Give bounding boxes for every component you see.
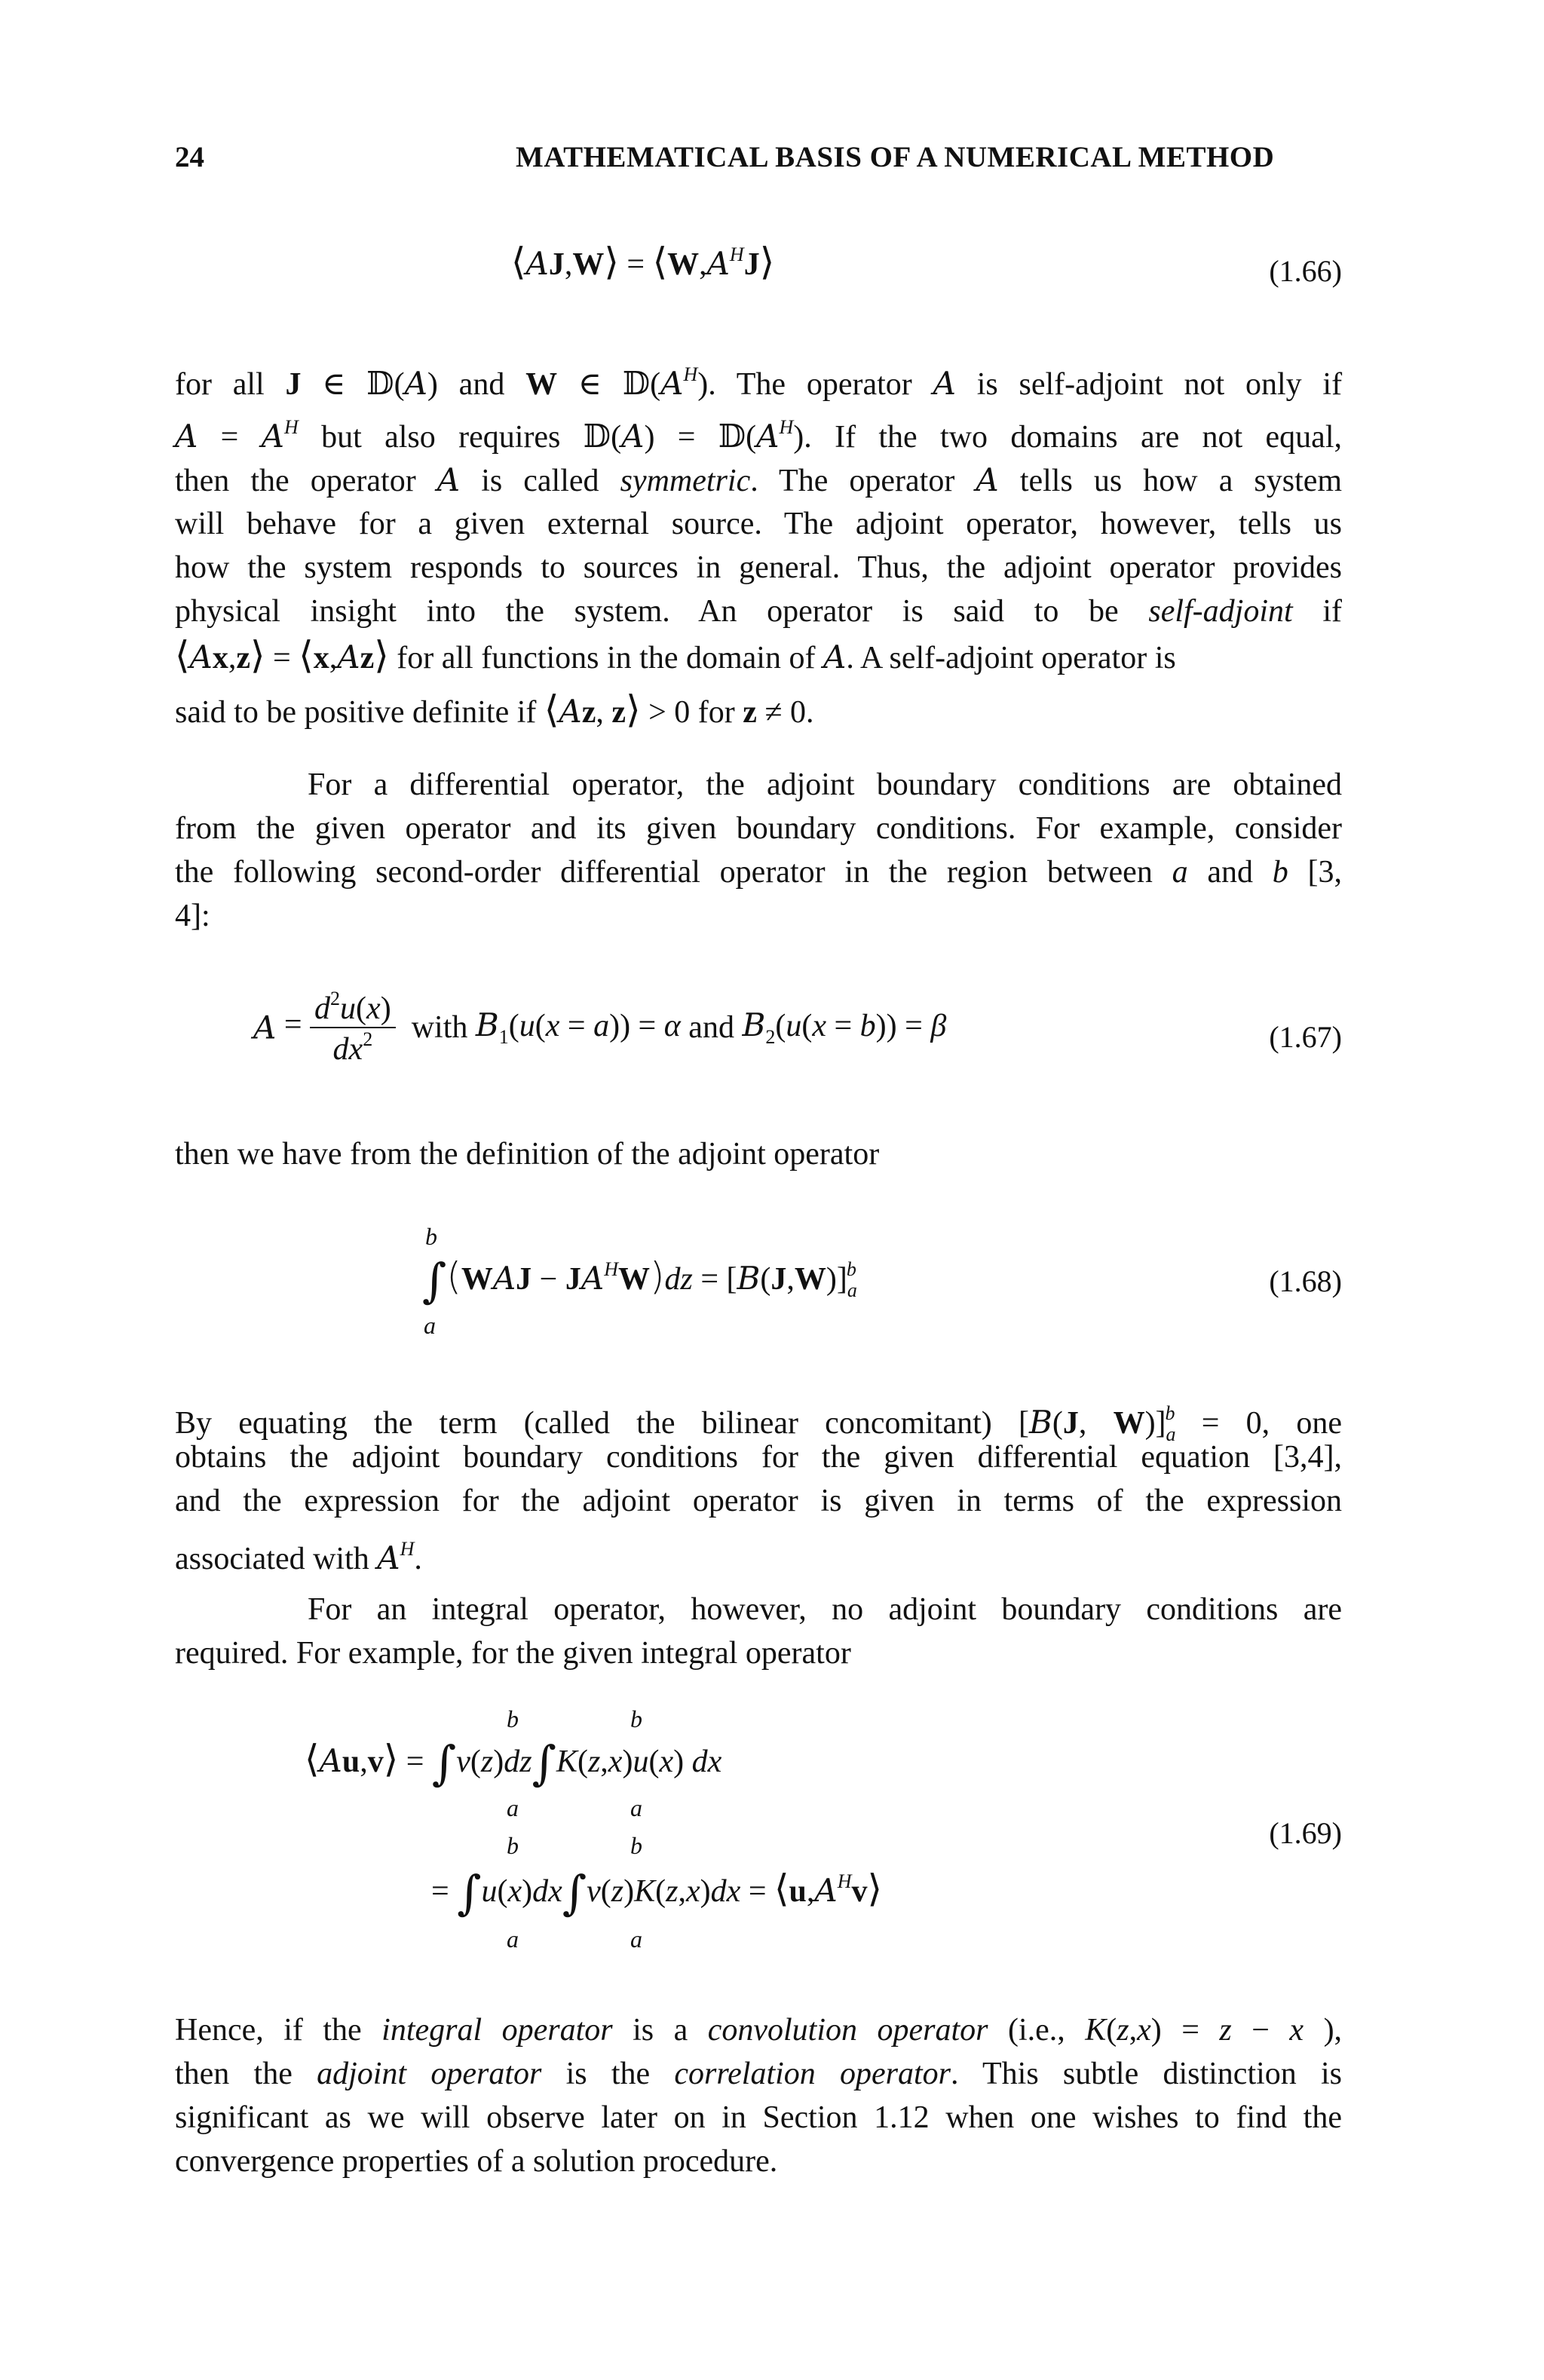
text-line: then the operator A is called symmetric. The operator A tells us how a system [175,461,1343,498]
equation-1-66 [175,240,1342,300]
upper-limit: b [507,1705,519,1732]
equation-1-69-row-1: ⟨Au,v⟩ = ∫v(z)dz∫K(z,x)u(x) dx [305,1735,722,1790]
running-title: MATHEMATICAL BASIS OF A NUMERICAL METHOD [516,141,1275,173]
equation-1-66-body: ⟨AJ,W⟩ = $⟨W,A^HJ⟩$ [511,240,775,283]
text-line: from the given operator and its given boundary conditions. For example, consider [175,811,1342,846]
lower-limit: a [630,1794,642,1821]
upper-limit: b [630,1705,642,1732]
equation-1-67-body: A = $\frac{d^2u(x)}{dx^2}$ with $B_1(u(x = a)) = \alpha$ and $B_2(u(x = b)) = \beta$ [253,988,947,1067]
text-line: then the adjoint operator is the correlation operator. This subtle distinction is [175,2057,1343,2091]
text-line: required. For example, for the given integral operator [175,1636,851,1671]
paragraph-self-adjoint [175,353,1342,731]
upper-limit: b [507,1832,519,1859]
text-line: associated with $A^H$. [175,1538,422,1576]
text-line: how the system responds to sources in general. Thus, the adjoint operator provides [175,550,1342,585]
equation-1-69 [175,1705,1342,1969]
text-line: For a differential operator, the adjoint boundary conditions are obtained [308,767,1342,802]
equation-number: (1.68) [1269,1264,1342,1298]
running-header [175,140,1342,185]
text-line: Hence, if the integral operator is a convolution operator (i.e., K(z,x) = z − x ), [175,2013,1343,2048]
equation-1-68 [175,1223,1342,1343]
equation-1-69-row-2: = $\int u(x)dx\int v(z)K(z,x)dx = ⟨u,A^Hv⟩$ [431,1865,883,1920]
text-line: will behave for a given external source. The adjoint operator, however, tells us [175,507,1342,541]
lower-limit: a [424,1312,436,1339]
text-line: said to be positive definite if ⟨Az, z⟩ > 0 for z ≠ 0. [175,688,814,731]
fraction: $\frac{d^2u(x)}{dx^2}$ [310,988,396,1067]
text-line: convergence properties of a solution procedure. [175,2144,778,2179]
text-line: for all J ∈ 𝔻(A) and W ∈ $𝔻(A^H)$. The operator A is self-adjoint not only if [175,363,1343,402]
text-line: and the expression for the adjoint operator is given in terms of the expression [175,1484,1342,1518]
equation-1-67 [175,988,1342,1086]
text-line: For an integral operator, however, no adjoint boundary conditions are [308,1592,1342,1627]
lower-limit: a [507,1925,519,1953]
equation-1-68-body: $\int(WAJ - JA^HW)dz = [B(J,W)]_a^b$ [422,1253,857,1308]
upper-limit: b [630,1832,642,1859]
upper-limit: b [425,1223,437,1250]
lower-limit: a [630,1925,642,1953]
paragraph-differential-operator [175,763,1342,938]
lower-limit: a [507,1794,519,1821]
paragraph-adjoint-definition [175,1132,1342,1176]
equation-number: (1.66) [1269,254,1342,288]
text-line: significant as we will observe later on in Section 1.12 when one wishes to find the [175,2100,1342,2135]
paragraph-bilinear-concomitant [175,1392,1343,1576]
paragraph-convolution-correlation [175,2008,1342,2183]
text-line: then we have from the definition of the adjoint operator [175,1137,880,1172]
page-number: 24 [175,141,204,173]
text-line: By equating the term (called the bilinear concomitant) [B(J, $W)]_a^b = 0$, one [175,1402,1343,1445]
equation-number: (1.67) [1269,1020,1342,1054]
text-line: physical insight into the system. An operator is said to be self-adjoint if [175,594,1343,629]
equation-number: (1.69) [1269,1816,1342,1850]
text-line: $A = A^H$ but also requires 𝔻(A) = $𝔻(A^H)$. If the two domains are not equal, [175,416,1342,455]
text-line: 4]: [175,899,210,933]
text-line: obtains the adjoint boundary conditions for the given differential equation [3,4], [175,1440,1342,1475]
text-line: the following second-order differential operator in the region between a and b [3, [175,855,1343,890]
text-line: ⟨Ax,z⟩ = ⟨x,Az⟩ for all functions in the domain of A. A self-adjoint operator is [175,633,1176,677]
paragraph-integral-operator [175,1588,1342,1675]
